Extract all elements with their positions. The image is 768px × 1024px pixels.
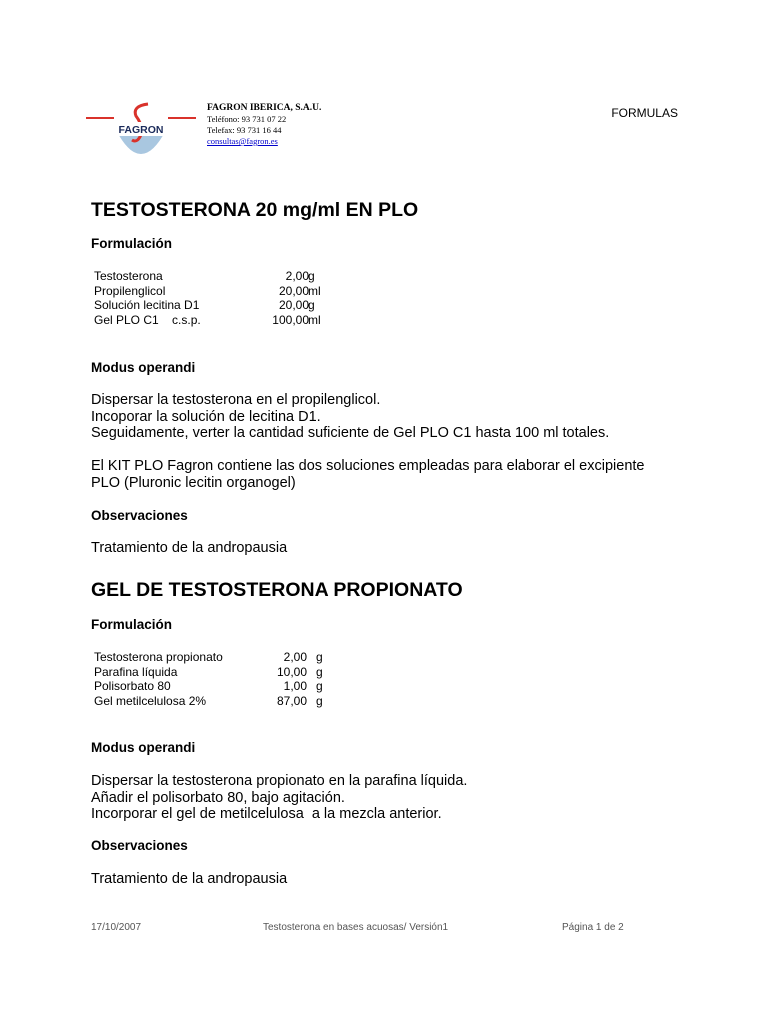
formula1-modus-heading: Modus operandi [91,360,196,375]
ingredient-name: Solución lecitina D1 [94,298,200,313]
company-fax: Telefax: 93 731 16 44 [207,125,282,135]
footer-date: 17/10/2007 [91,922,142,933]
modus-line: Dispersar la testosterona propionato en la parafina líquida. [91,773,468,789]
formula1-modus-text [91,392,609,442]
footer-page-number: Página 1 de 2 [562,922,624,933]
ingredient-unit: ml [308,283,321,298]
formula2-title: GEL DE TESTOSTERONA PROPIONATO [91,579,463,601]
formula1-obs-heading: Observaciones [91,508,188,523]
ingredient-qty: 1,00 [283,679,307,694]
company-info [207,103,321,147]
ingredient-name: Gel PLO C1 c.s.p. [94,312,201,327]
formula2-modus-heading: Modus operandi [91,740,196,755]
ingredient-name: Propilenglicol [94,283,166,298]
ingredient-unit: g [308,269,315,283]
kit-line: El KIT PLO Fagron contiene las dos soluciones empleadas para elaborar el excipiente [91,458,645,474]
formula1-obs-text: Tratamiento de la andropausia [91,540,288,556]
ingredient-unit: g [316,693,323,708]
kit-line: PLO (Pluronic lecitin organogel) [91,474,296,491]
company-name: FAGRON IBERICA, S.A.U. [207,103,322,113]
formula1-formulacion-heading: Formulación [91,236,173,251]
modus-line: Incorporar el gel de metilcelulosa a la mezcla anterior. [91,806,442,822]
formula2-modus-text [91,773,467,823]
formula1-title: TESTOSTERONA 20 mg/ml EN PLO [91,199,419,221]
ingredient-unit: g [308,298,315,313]
logo-text: FAGRON [118,124,164,136]
formula2-formulacion-heading: Formulación [91,617,173,632]
footer-doc-title: Testosterona en bases acuosas/ Versión1 [263,922,449,933]
formula2-obs-text: Tratamiento de la andropausia [91,871,288,887]
ingredient-qty: 20,00 [278,283,309,298]
ingredient-unit: g [316,650,323,664]
ingredient-name: Gel metilcelulosa 2% [94,693,207,708]
ingredient-unit: ml [308,312,321,327]
fagron-logo [86,100,196,170]
formula2-obs-heading: Observaciones [91,838,188,853]
ingredient-qty: 2,00 [283,650,307,664]
section-label: FORMULAS [611,106,678,120]
company-phone: Teléfono: 93 731 07 22 [207,114,287,124]
ingredient-unit: g [316,679,323,694]
ingredient-unit: g [316,664,323,679]
ingredient-name: Testosterona [94,269,163,283]
ingredient-qty: 10,00 [276,664,307,679]
modus-line: Añadir el polisorbato 80, bajo agitación. [91,789,345,806]
ingredient-name: Polisorbato 80 [94,679,171,694]
ingredient-name: Parafina líquida [94,664,178,679]
formula1-kit-text [91,458,644,491]
modus-line: Dispersar la testosterona en el propilenglicol. [91,392,381,408]
company-email-link[interactable]: consultas@fagron.es [207,136,278,146]
ingredient-name: Testosterona propionato [94,650,223,664]
ingredient-qty: 100,00 [272,312,309,327]
modus-line: Seguidamente, verter la cantidad suficiente de Gel PLO C1 hasta 100 ml totales. [91,425,610,441]
ingredient-qty: 2,00 [285,269,309,283]
ingredient-qty: 87,00 [276,693,307,708]
ingredient-qty: 20,00 [278,298,309,313]
modus-line: Incoporar la solución de lecitina D1. [91,408,321,425]
